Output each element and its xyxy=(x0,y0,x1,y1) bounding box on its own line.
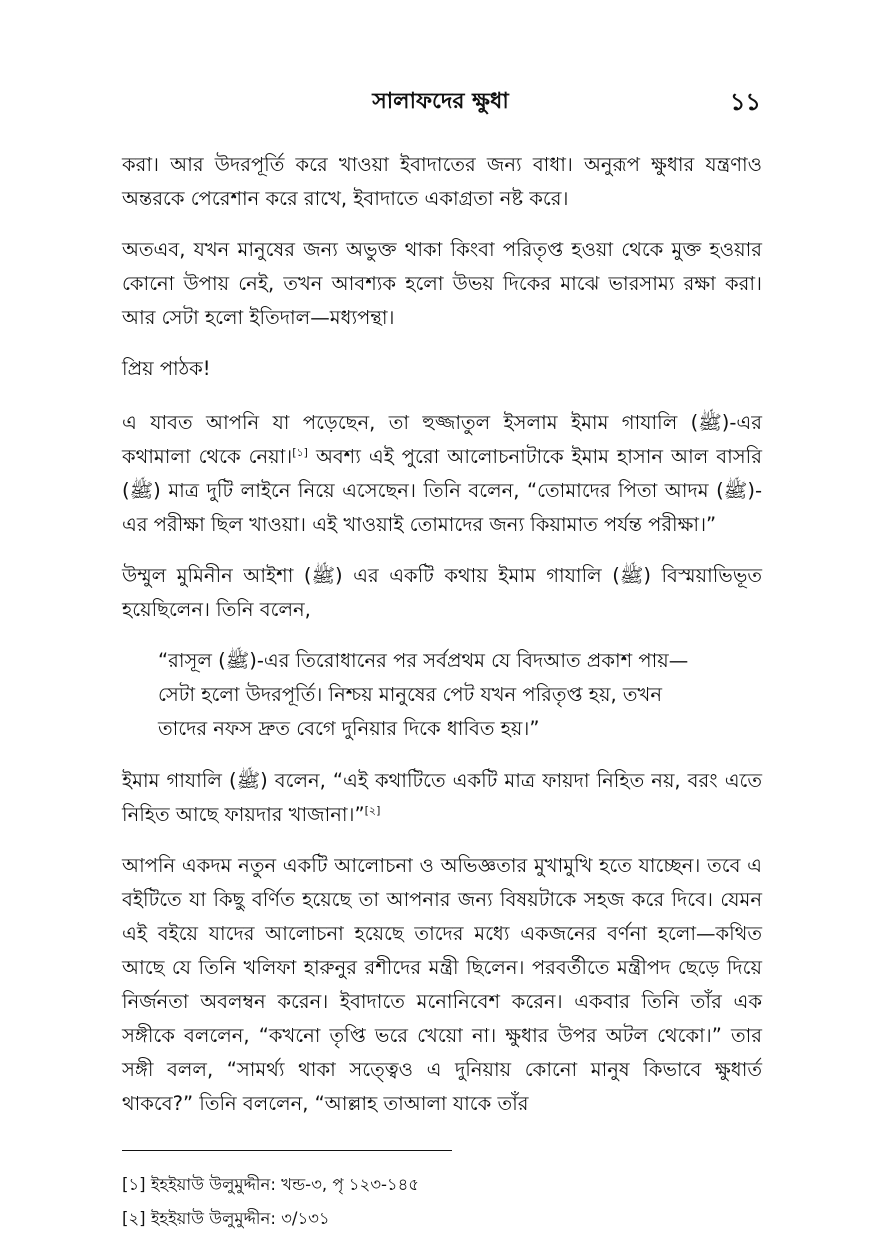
footnote-divider xyxy=(122,1150,452,1151)
paragraph-6-text: ইমাম গাযালি (ﷺ) বলেন, “এই কথাটিতে একটি মাত্র ফায়দা নিহিত নয়, বরং এতে নিহিত আছে ফায়দার খাজানা।” xyxy=(122,769,762,826)
paragraph-1: করা। আর উদরপূর্তি করে খাওয়া ইবাদাতের জন্য বাধা। অনুরূপ ক্ষুধার যন্ত্রণাও অন্তরকে পেরেশান করে রাখে, ইবাদাতে একাগ্রতা নষ্ট করে। xyxy=(122,153,762,210)
paragraph-6 xyxy=(122,764,762,832)
paragraph-5: উম্মুল মুমিনীন আইশা (ﷺ) এর একটি কথায় ইমাম গাযালি (ﷺ) বিস্ময়াভিভূত হয়েছিলেন। তিনি বলেন, xyxy=(122,564,763,621)
paragraph-7: আপনি একদম নতুন একটি আলোচনা ও অভিজ্ঞতার মুখামুখি হতে যাচ্ছেন। তবে এ বইটিতে যা কিছু বর্ণিত হয়েছে তা আপনার জন্য বিষয়টাকে সহজ করে দিবে। যেমন এই বইয়ে যাদের আলোচনা হয়েছে তাদের মধ্যে একজনের বর্ণনা হলো—কথিত আছে যে তিনি খলিফা হারুনুর রশীদের মন্ত্রী ছিলেন। পরবর্তীতে মন্ত্রীপদ ছেড়ে দিয়ে নির্জনতা অবলম্বন করেন। ইবাদাতে মনোনিবেশ করেন। একবার তিনি তাঁর এক সঙ্গীকে বললেন, “কখনো তৃপ্তি ভরে খেয়ো না। ক্ষুধার উপর অটল থেকো।” তার সঙ্গী বলল, “সামর্থ্য থাকা সত্ত্বেও এ দুনিয়ায় কোনো মানুষ কিভাবে ক্ষুধার্ত থাকবে?” তিনি বললেন, “আল্লাহ তাআলা যাকে তাঁর xyxy=(122,854,762,1115)
paragraph-4 xyxy=(122,406,762,542)
page-header xyxy=(120,84,761,118)
footnote-ref-1[interactable]: [১] xyxy=(292,446,308,459)
paragraph-2: অতএব, যখন মানুষের জন্য অভুক্ত থাকা কিংবা পরিতৃপ্ত হওয়া থেকে মুক্ত হওয়ার কোনো উপায় নেই, তখন আবশ্যক হলো উভয় দিকের মাঝে ভারসাম্য রক্ষা করা। আর সেটা হলো ইতিদাল—মধ্যপন্থা। xyxy=(122,238,762,329)
paragraph-3: প্রিয় পাঠক! xyxy=(122,357,211,380)
paragraph-4-part-2: অবশ্য এই পুরো আলোচনাটাকে ইমাম হাসান আল বাসরি (ﷺ) মাত্র দুটি লাইনে নিয়ে এসেছেন। তিনি বলেন, “তোমাদের পিতা আদম (ﷺ)-এর পরীক্ষা ছিল খাওয়া। এই খাওয়াই তোমাদের জন্য কিয়ামাত পর্যন্ত পরীক্ষা।” xyxy=(122,445,762,536)
footnote-2: [২] ইহইয়াউ উলুমুদ্দীন: ৩/১৩১ xyxy=(122,1209,330,1228)
paragraph-4-part-1: এ যাবত আপনি যা পড়েছেন, তা হুজ্জাতুল ইসলাম ইমাম গাযালি (ﷺ)-এর কথামালা থেকে নেয়া। xyxy=(122,411,762,468)
quote-line: তাদের নফস দ্রুত বেগে দুনিয়ার দিকে ধাবিত হয়।” xyxy=(158,717,540,740)
block-quote xyxy=(158,644,762,746)
footnotes xyxy=(122,1150,762,1241)
running-title: সালাফদের ক্ষুধা xyxy=(372,89,509,114)
quote-line: “রাসূল (ﷺ)-এর তিরোধানের পর সর্বপ্রথম যে বিদআত প্রকাশ পায়— xyxy=(158,649,689,672)
page-body xyxy=(122,148,762,1138)
quote-line: সেটা হলো উদরপূর্তি। নিশ্চয় মানুষের পেট যখন পরিতৃপ্ত হয়, তখন xyxy=(158,683,662,706)
footnote-ref-2[interactable]: [২] xyxy=(364,804,381,817)
page-number: ১১ xyxy=(729,88,761,116)
footnote-1: [১] ইহইয়াউ উলুমুদ্দীন: খন্ড-৩, পৃ ১২৩-১৪৫ xyxy=(122,1175,420,1194)
